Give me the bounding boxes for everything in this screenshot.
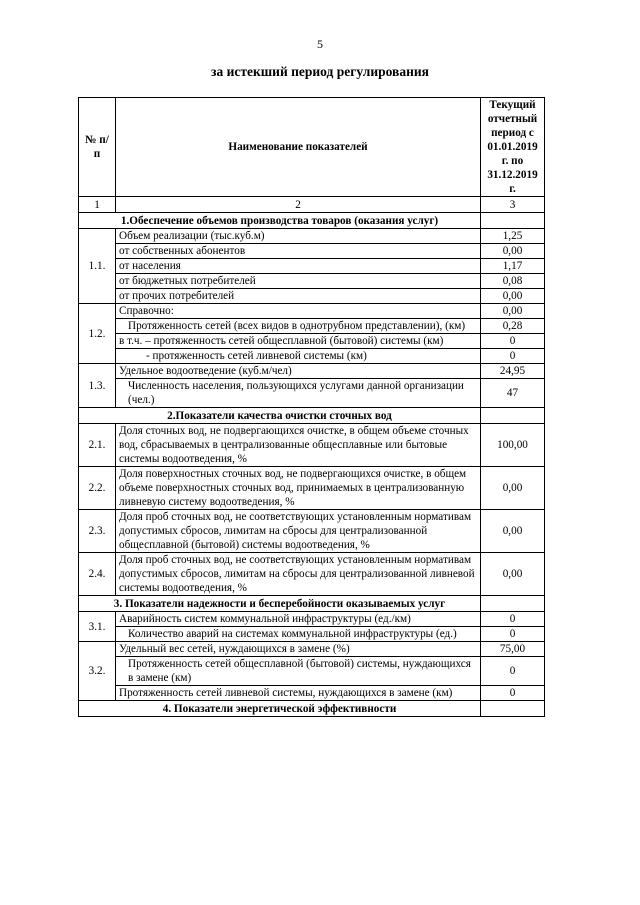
row-name: Доля проб сточных вод, не соответствующих установленным нормативам допустимых сбросов, лимитам на сбросы для централизованной общесплавной (бытовой) системы водоотведения, %: [116, 510, 481, 553]
section-title: 2.Показатели качества очистки сточных вод: [79, 408, 481, 424]
row-value: 0: [481, 612, 545, 627]
row-number: 1.3.: [79, 364, 116, 408]
row-value: 1,17: [481, 259, 545, 274]
row-value: 0: [481, 627, 545, 642]
row-number: 1.2.: [79, 304, 116, 364]
row-name: Аварийность систем коммунальной инфраструктуры (ед./км): [116, 612, 481, 627]
index-cell: 1: [79, 197, 116, 213]
table-row: [79, 304, 545, 319]
row-value: 0: [481, 686, 545, 701]
row-name: Протяженность сетей общесплавной (бытовой) системы, нуждающихся в замене (км): [116, 657, 481, 686]
section-row: [79, 701, 545, 717]
table-row: [79, 289, 545, 304]
section-title: 3. Показатели надежности и бесперебойности оказываемых услуг: [79, 596, 481, 612]
column-index-row: [79, 197, 545, 213]
row-name: Протяженность сетей (всех видов в однотрубном представлении), (км): [116, 319, 481, 334]
document-heading: за истекший период регулирования: [211, 64, 429, 79]
row-name: Протяженность сетей ливневой системы, нуждающихся в замене (км): [116, 686, 481, 701]
row-number: 2.4.: [79, 553, 116, 596]
table-row: [79, 379, 545, 408]
table-row: [79, 612, 545, 627]
header-name: Наименование показателей: [116, 98, 481, 197]
row-value: 0,00: [481, 553, 545, 596]
row-number: 2.3.: [79, 510, 116, 553]
table-row: [79, 229, 545, 244]
row-name: от собственных абонентов: [116, 244, 481, 259]
index-cell: 2: [116, 197, 481, 213]
section-row: [79, 596, 545, 612]
row-name: Количество аварий на системах коммунальной инфраструктуры (ед.): [116, 627, 481, 642]
index-cell: 3: [481, 197, 545, 213]
row-name: Удельный вес сетей, нуждающихся в замене (%): [116, 642, 481, 657]
row-value: 47: [481, 379, 545, 408]
table-row: [79, 686, 545, 701]
section-row: [79, 408, 545, 424]
row-value: 100,00: [481, 424, 545, 467]
section-value-cell: [481, 701, 545, 717]
table-row: [79, 259, 545, 274]
row-number: 2.1.: [79, 424, 116, 467]
table-row: [79, 553, 545, 596]
section-title: 1.Обеспечение объемов производства товаров (оказания услуг): [79, 213, 481, 229]
table-row: [79, 510, 545, 553]
table-header-row: [79, 98, 545, 197]
row-name: от прочих потребителей: [116, 289, 481, 304]
row-name: в т.ч. – протяженность сетей общесплавной (бытовой) системы (км): [116, 334, 481, 349]
table-row: [79, 424, 545, 467]
row-name: от бюджетных потребителей: [116, 274, 481, 289]
row-name: Объем реализации (тыс.куб.м): [116, 229, 481, 244]
table-row: [79, 657, 545, 686]
row-value: 0,00: [481, 244, 545, 259]
row-value: 1,25: [481, 229, 545, 244]
table-row: [79, 274, 545, 289]
table-row: [79, 349, 545, 364]
section-value-cell: [481, 596, 545, 612]
row-value: 0: [481, 334, 545, 349]
section-value-cell: [481, 408, 545, 424]
row-number: 3.2.: [79, 642, 116, 701]
row-value: 0,28: [481, 319, 545, 334]
table-row: [79, 334, 545, 349]
row-value: 24,95: [481, 364, 545, 379]
row-name: Доля поверхностных сточных вод, не подвергающихся очистке, в общем объеме поверхностных сточных вод, принимаемых в централизованную ливневую систему водоотведения, %: [116, 467, 481, 510]
row-name: Численность населения, пользующихся услугами данной организации (чел.): [116, 379, 481, 408]
row-name: - протяженность сетей ливневой системы (км): [116, 349, 481, 364]
row-name: Справочно:: [116, 304, 481, 319]
row-number: 1.1.: [79, 229, 116, 304]
row-value: 0,00: [481, 467, 545, 510]
table-row: [79, 467, 545, 510]
row-number: 3.1.: [79, 612, 116, 642]
table-row: [79, 364, 545, 379]
table-row: [79, 244, 545, 259]
row-name: Удельное водоотведение (куб.м/чел): [116, 364, 481, 379]
row-value: 0,00: [481, 304, 545, 319]
header-num: № п/п: [79, 98, 116, 197]
table-row: [79, 627, 545, 642]
row-number: 2.2.: [79, 467, 116, 510]
section-row: [79, 213, 545, 229]
row-value: 0,08: [481, 274, 545, 289]
indicators-table: [78, 97, 545, 717]
page-number: 5: [317, 37, 323, 51]
row-value: 0,00: [481, 510, 545, 553]
section-title: 4. Показатели энергетической эффективности: [79, 701, 481, 717]
row-name: Доля проб сточных вод, не соответствующих установленным нормативам допустимых сбросов, лимитам на сбросы для централизованной ливневой системы водоотведения, %: [116, 553, 481, 596]
row-value: 0: [481, 349, 545, 364]
header-value: Текущий отчетный период с 01.01.2019 г. по 31.12.2019 г.: [481, 98, 545, 197]
row-value: 0,00: [481, 289, 545, 304]
row-value: 0: [481, 657, 545, 686]
table-row: [79, 319, 545, 334]
row-value: 75,00: [481, 642, 545, 657]
section-value-cell: [481, 213, 545, 229]
row-name: Доля сточных вод, не подвергающихся очистке, в общем объеме сточных вод, сбрасываемых в централизованные общесплавные или бытовые системы водоотведения, %: [116, 424, 481, 467]
row-name: от населения: [116, 259, 481, 274]
table-row: [79, 642, 545, 657]
